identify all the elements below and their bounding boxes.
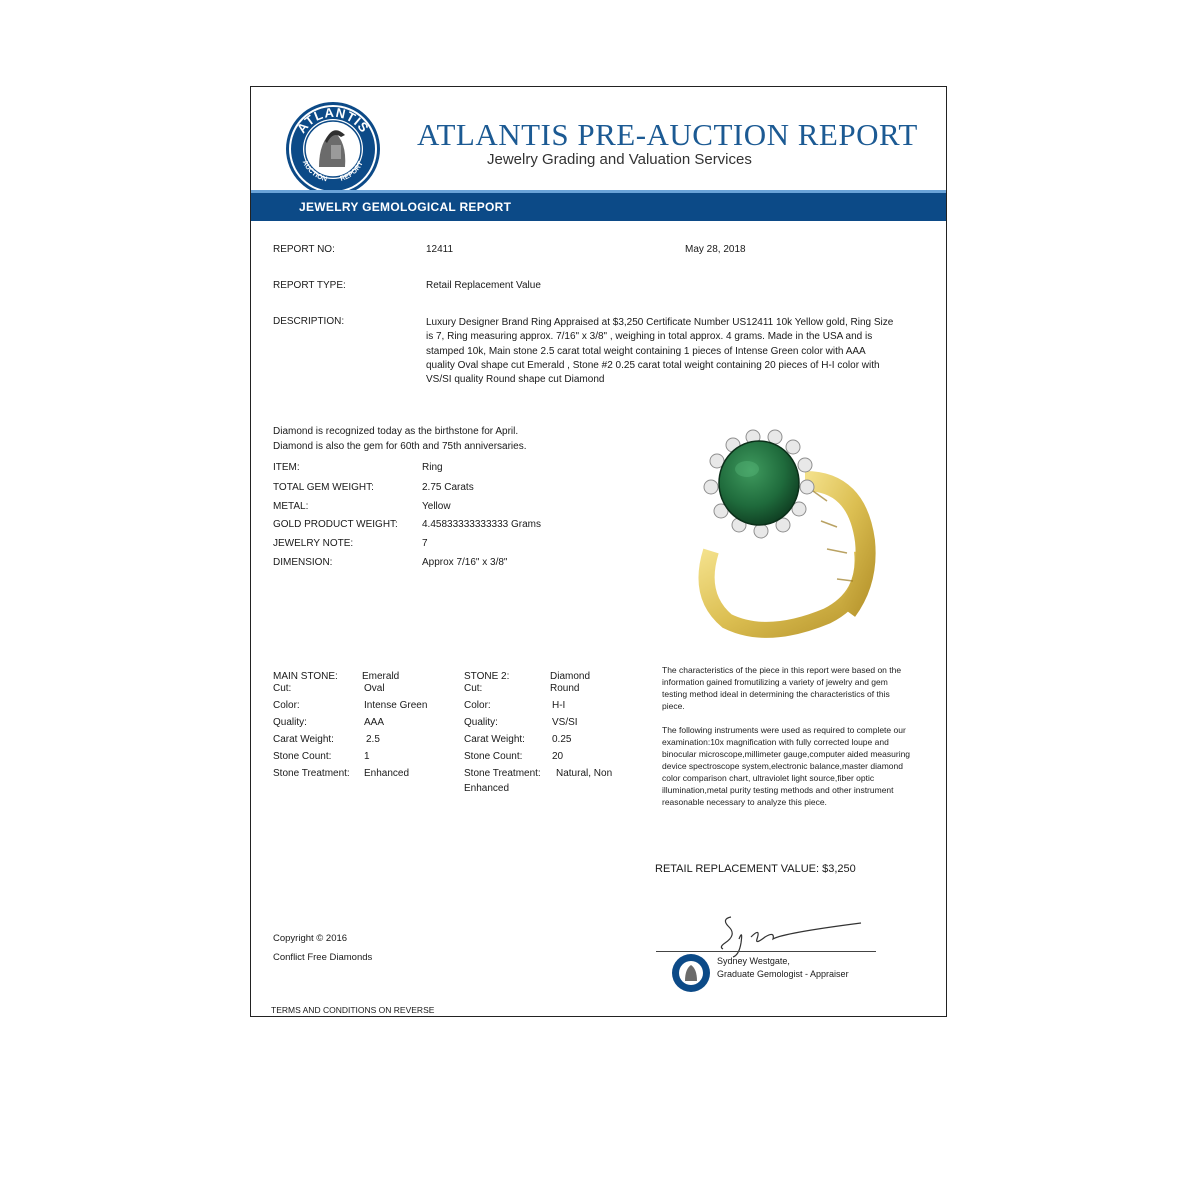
logo-text-top: ATLANTIS — [293, 104, 373, 136]
main-carat-value: 2.5 — [366, 734, 380, 745]
main-count-label: Stone Count: — [273, 751, 332, 762]
detail-value: Yellow — [422, 501, 451, 512]
stone2-value: Diamond — [550, 671, 591, 682]
main-cut-label: Cut: — [273, 683, 292, 694]
stone2-count-value: 20 — [552, 751, 564, 762]
seal-logo — [671, 953, 711, 993]
logo-text-right: REPORT — [339, 160, 365, 183]
description-label: DESCRIPTION: — [273, 316, 345, 327]
report-sheet — [250, 86, 947, 1017]
banner-text: JEWELRY GEMOLOGICAL REPORT — [299, 200, 512, 214]
main-carat-label: Carat Weight: — [273, 734, 334, 745]
signer-name: Sydney Westgate, — [717, 956, 790, 966]
report-type-value: Retail Replacement Value — [426, 280, 541, 291]
detail-value: 7 — [422, 538, 428, 549]
report-title: ATLANTIS PRE-AUCTION REPORT — [417, 117, 918, 152]
stone2-count-label: Stone Count: — [464, 751, 523, 762]
stone2-treatment-value: Natural, Non — [556, 768, 613, 779]
main-treatment-label: Stone Treatment: — [273, 768, 350, 779]
detail-value: Approx 7/16" x 3/8" — [422, 557, 508, 568]
stone2-color-label: Color: — [464, 700, 491, 711]
notes-paragraph-1: The characteristics of the piece in this report were based on the information gained fromutilizing a variety of jewelry and gem testing method ideal in determining the characteristics of this piece. — [662, 665, 902, 711]
main-count-value: 1 — [364, 751, 370, 762]
main-cut-value: Oval — [364, 683, 385, 694]
birthstone-line-1: Diamond is recognized today as the birthstone for April. — [273, 426, 519, 437]
detail-value: 2.75 Carats — [422, 482, 474, 493]
detail-label: JEWELRY NOTE: — [273, 538, 354, 549]
detail-label: METAL: — [273, 501, 309, 512]
stone2-carat-label: Carat Weight: — [464, 734, 525, 745]
main-quality-value: AAA — [364, 717, 385, 728]
stone2-treatment-value-cont: Enhanced — [464, 783, 510, 794]
detail-label: DIMENSION: — [273, 557, 333, 568]
stone2-label: STONE 2: — [464, 671, 510, 682]
stone2-color-value: H-I — [552, 700, 566, 711]
main-stone-label: MAIN STONE: — [273, 671, 338, 682]
main-stone-value: Emerald — [362, 671, 400, 682]
stone2-treatment-label: Stone Treatment: — [464, 768, 541, 779]
report-date: May 28, 2018 — [685, 244, 746, 255]
report-type-label: REPORT TYPE: — [273, 280, 346, 291]
stone2-cut-label: Cut: — [464, 683, 483, 694]
stone2-quality-label: Quality: — [464, 717, 498, 728]
detail-value: Ring — [422, 462, 443, 473]
detail-value: 4.45833333333333 Grams — [422, 519, 541, 530]
terms-link: TERMS AND CONDITIONS ON REVERSE — [271, 1005, 435, 1015]
birthstone-line-2: Diamond is also the gem for 60th and 75th anniversaries. — [273, 441, 527, 452]
signer-title: Graduate Gemologist - Appraiser — [717, 969, 849, 979]
main-quality-label: Quality: — [273, 717, 307, 728]
section-banner — [251, 190, 946, 221]
atlantis-logo — [285, 101, 381, 197]
notes-paragraph-2: The following instruments were used as required to complete our examination:10x magnification with fully corrected loupe and binocular microscope,millimeter gauge,computer aided measuring device spectroscope system,electronic balance,master diamond color comparison chart, ultraviolet light source,fiber optic illumination,metal purity testing methods and other instrument reasonable necessary to analyze this piece. — [662, 725, 911, 807]
report-subtitle: Jewelry Grading and Valuation Services — [487, 151, 752, 168]
stone2-carat-value: 0.25 — [552, 734, 572, 745]
report-no-value: 12411 — [426, 244, 454, 255]
report-no-label: REPORT NO: — [273, 244, 335, 255]
signature-line — [656, 951, 876, 952]
detail-label: GOLD PRODUCT WEIGHT: — [273, 519, 398, 530]
detail-label: TOTAL GEM WEIGHT: — [273, 482, 374, 493]
stone2-cut-value: Round — [550, 683, 580, 694]
main-treatment-value: Enhanced — [364, 768, 410, 779]
stone2-quality-value: VS/SI — [552, 717, 578, 728]
detail-label: ITEM: — [273, 462, 300, 473]
retail-value: RETAIL REPLACEMENT VALUE: $3,250 — [655, 863, 856, 875]
description-value: Luxury Designer Brand Ring Appraised at $3,250 Certificate Number US12411 10k Yellow gold, Ring Size is 7, Ring measuring approx. 7/16" x 3/8" , weighing in total approx. 4 grams. Made in the USA and is stamped 10k, Main stone 2.5 carat total weight containing 1 pieces of Intense Green color with AAA quality Oval shape cut Emerald , Stone #2 0.25 carat total weight containing 20 pieces of H-I color with VS/SI quality Round shape cut Diamond — [426, 317, 894, 386]
main-color-label: Color: — [273, 700, 300, 711]
conflict-free: Conflict Free Diamonds — [273, 952, 373, 963]
ring-image — [687, 421, 877, 641]
logo-text-left: AUCTION — [300, 159, 328, 184]
main-color-value: Intense Green — [364, 700, 428, 711]
copyright: Copyright © 2016 — [273, 933, 348, 944]
